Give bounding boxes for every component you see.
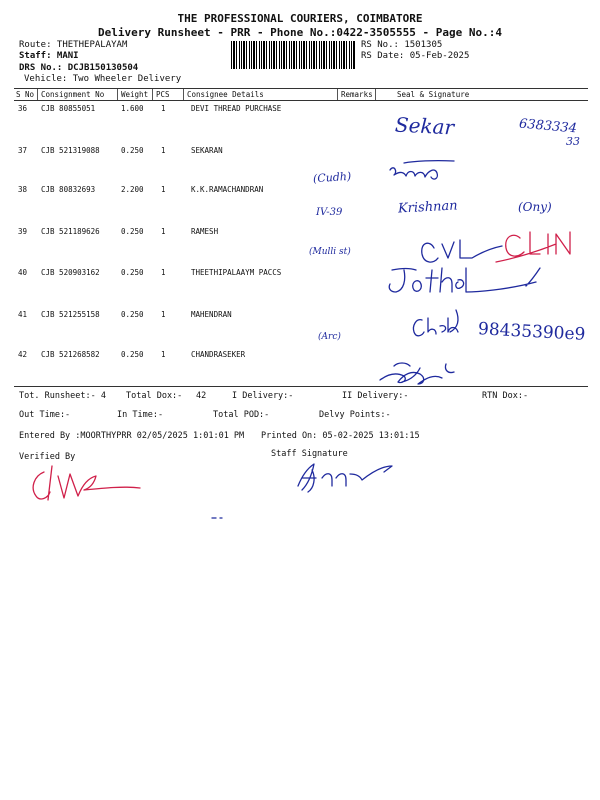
col-header-signature: Seal & Signature (397, 90, 470, 99)
row-consignment: CJB 80832693 (41, 185, 96, 194)
row-weight: 0.250 (121, 268, 144, 277)
row-consignee: SEKARAN (191, 146, 223, 155)
row-consignee: K.K.RAMACHANDRAN (191, 185, 264, 194)
row-consignment: CJB 521268582 (41, 350, 100, 359)
row-consignee: DEVI THREAD PURCHASE (191, 104, 282, 113)
row-sno: 38 (18, 185, 28, 194)
row-pcs: 1 (161, 268, 166, 277)
verified-by-label: Verified By (19, 452, 76, 462)
row37-signature-stroke (390, 161, 454, 179)
row42-signature-stroke (380, 363, 454, 384)
total-dox-label: Total Dox:- (126, 391, 183, 401)
row-weight: 2.200 (121, 185, 144, 194)
rtn-dox: RTN Dox:- (482, 391, 529, 401)
row-consignment: CJB 521255158 (41, 310, 100, 319)
staff-signature-label: Staff Signature (271, 449, 348, 459)
row38-note: (Ony) (518, 200, 552, 214)
report-title: THE PROFESSIONAL COURIERS, COIMBATORE (177, 12, 423, 25)
vehicle-label: Vehicle: Two Wheeler Delivery (24, 74, 182, 84)
row-sno: 39 (18, 227, 28, 236)
row-consignment: CJB 521189626 (41, 227, 100, 236)
entered-by: Entered By :MOORTHYPRR 02/05/2025 1:01:01 PM (19, 431, 245, 441)
verified-signature-stroke (33, 466, 140, 500)
row-consignment: CJB 521319088 (41, 146, 100, 155)
row-sno: 37 (18, 146, 28, 155)
row38-remark: IV-39 (316, 207, 343, 218)
row-pcs: 1 (161, 227, 166, 236)
col-header-pcs: PCS (156, 90, 170, 99)
row-pcs: 1 (161, 104, 166, 113)
report-subtitle: Delivery Runsheet - PRR - Phone No.:0422-3505555 - Page No.:4 (98, 26, 502, 39)
row36-phone: 6383334 (518, 116, 578, 137)
drs-number: DRS No.: DCJB150130504 (19, 63, 139, 73)
row-weight: 1.600 (121, 104, 144, 113)
tot-runsheet: Tot. Runsheet:- 4 (19, 391, 106, 401)
row38-signature: Krishnan (397, 198, 458, 217)
row39-red-stroke (496, 232, 570, 262)
staff-label: Staff: MANI (19, 51, 79, 61)
col-header-sno: S No (16, 90, 35, 99)
i-delivery: I Delivery:- (232, 391, 294, 401)
row-sno: 41 (18, 310, 28, 319)
col-header-weight: Weight (121, 90, 149, 99)
in-time: In Time:- (117, 410, 164, 420)
row36-phone-cont: 33 (566, 135, 580, 148)
ii-delivery: II Delivery:- (342, 391, 409, 401)
route-label: Route: THETHEPALAYAM (19, 40, 128, 50)
row-sno: 40 (18, 268, 28, 277)
row-pcs: 1 (161, 146, 166, 155)
row-consignee: THEETHIPALAAYM PACCS (191, 268, 282, 277)
row-weight: 0.250 (121, 146, 144, 155)
out-time: Out Time:- (19, 410, 71, 420)
row-sno: 36 (18, 104, 28, 113)
row-weight: 0.250 (121, 310, 144, 319)
row39-remark: (Mulli st) (309, 247, 351, 257)
total-dox-value: 42 (196, 391, 207, 401)
row-consignee: RAMESH (191, 227, 219, 236)
row-consignee: CHANDRASEKER (191, 350, 246, 359)
row-pcs: 1 (161, 350, 166, 359)
row41-remark: (Arc) (318, 332, 341, 342)
row37-remark: (Cudh) (312, 169, 352, 186)
delvy-points: Delvy Points:- (319, 410, 391, 420)
row-consignment: CJB 520903162 (41, 268, 100, 277)
row-sno: 42 (18, 350, 28, 359)
rs-date: RS Date: 05-Feb-2025 (361, 51, 470, 61)
row40-signature-stroke (389, 268, 540, 292)
row-weight: 0.250 (121, 350, 144, 359)
col-header-consignee: Consignee Details (187, 90, 264, 99)
row-consignee: MAHENDRAN (191, 310, 232, 319)
row41-phone: 98435390e9 (477, 319, 586, 345)
row36-signature: Sekar (394, 112, 455, 140)
row-pcs: 1 (161, 185, 166, 194)
col-header-consignment: Consignment No (41, 90, 105, 99)
rs-number: RS No.: 1501305 (361, 40, 443, 50)
row41-signature-stroke (413, 310, 458, 336)
row-consignment: CJB 80855051 (41, 104, 96, 113)
row-pcs: 1 (161, 310, 166, 319)
col-header-remarks: Remarks (341, 90, 373, 99)
printed-on: Printed On: 05-02-2025 13:01:15 (261, 431, 420, 441)
staff-signature-stroke (298, 464, 392, 492)
total-pod: Total POD:- (213, 410, 270, 420)
row-weight: 0.250 (121, 227, 144, 236)
row39-signature-stroke (422, 240, 502, 262)
barcode (231, 41, 355, 69)
